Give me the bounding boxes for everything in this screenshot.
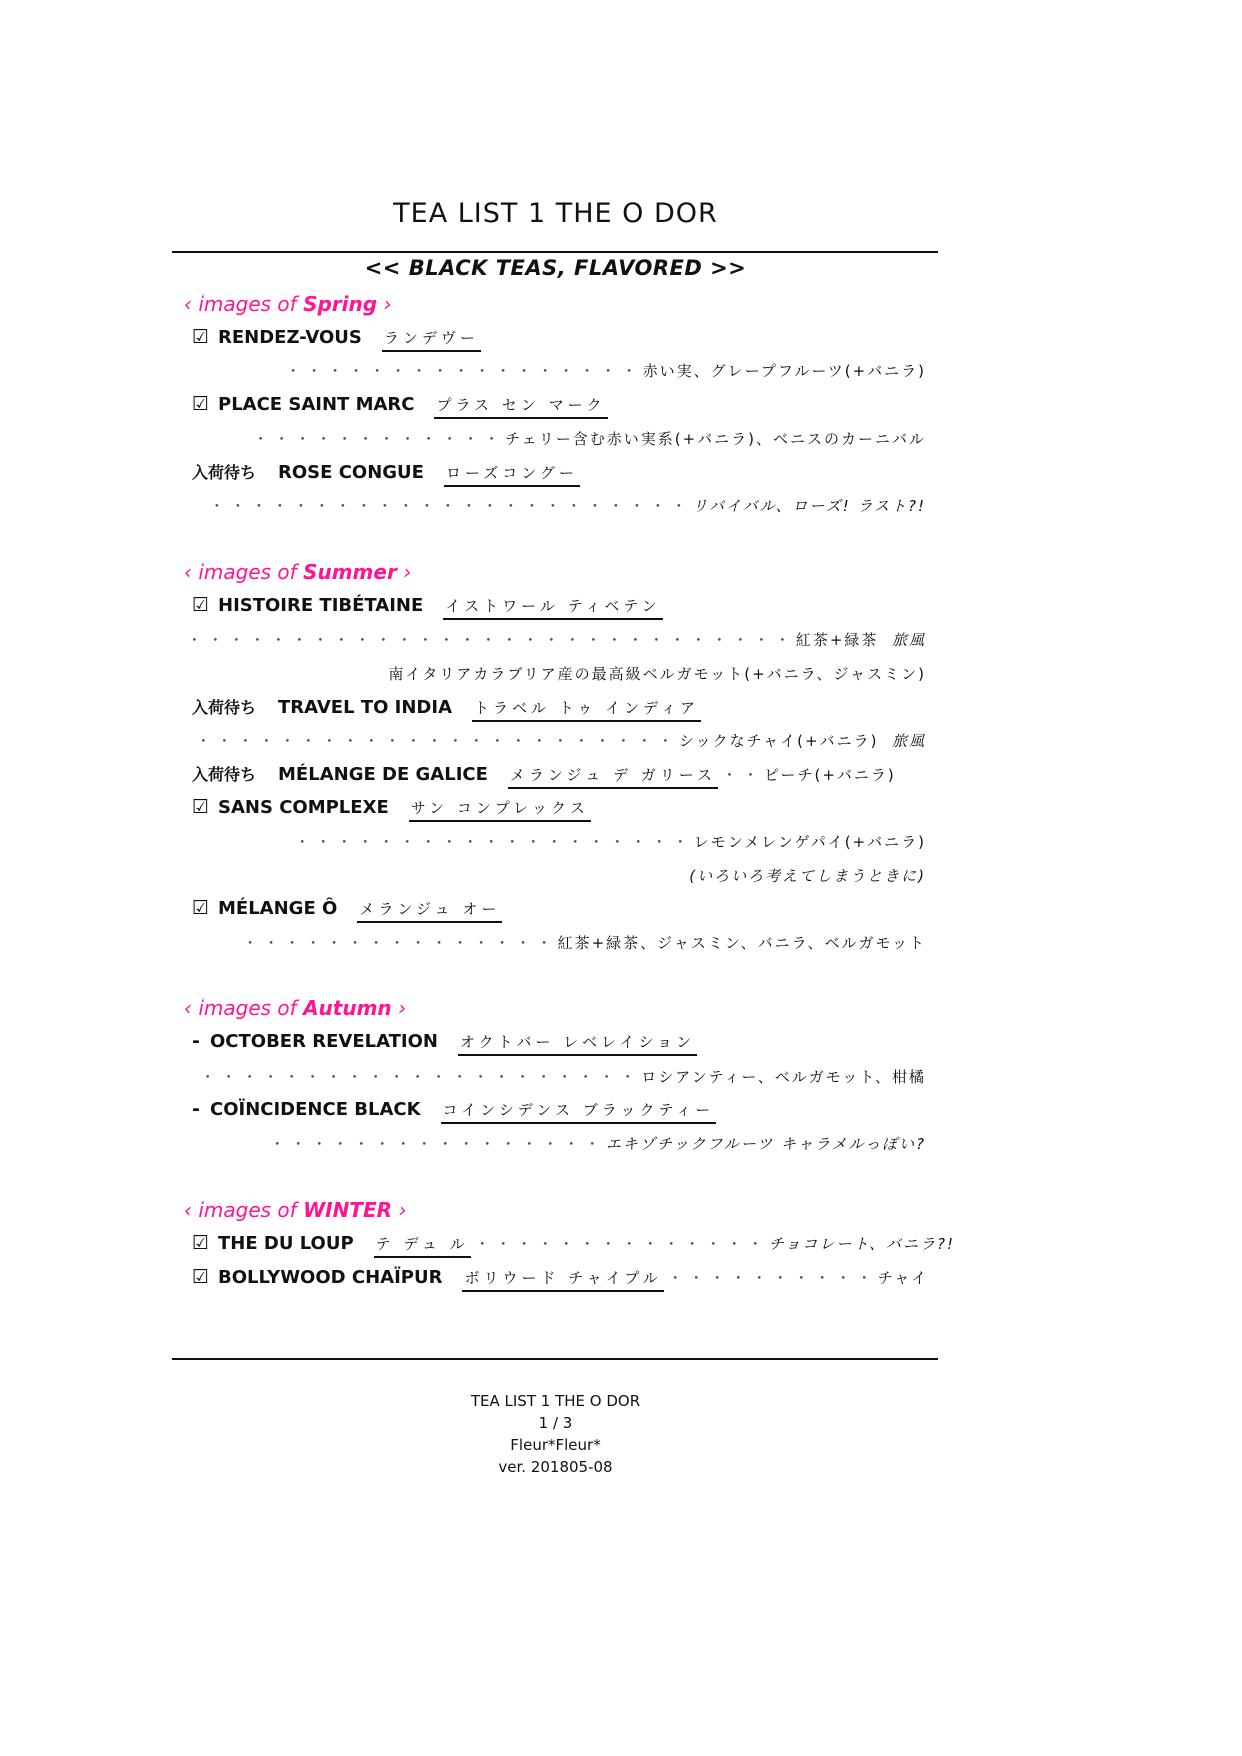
tea-description: ・・・・・・・・・・・・・・・・エキゾチックフルーツ キャラメルっぽい? [269,1135,926,1153]
dash-mark: - [192,1098,200,1120]
tea-kana: トラベル トゥ インディア [472,697,701,722]
leader-dots: ・・・・・・・・・・・・・・ [474,1235,769,1253]
tea-kana: オクトバー レベレイション [458,1031,697,1056]
tea-description-note: 南イタリアカラブリア産の最高級ベルガモット(+バニラ、ジャスミン) [388,665,926,683]
season-heading-winter: ‹ images of WINTER › [184,1198,407,1222]
tea-kana: ローズコングー [444,462,580,487]
top-divider [172,251,938,253]
footer-title: TEA LIST 1 THE O DOR [470,1392,641,1410]
tea-item [192,1098,716,1124]
season-heading-summer: ‹ images of Summer › [184,560,412,584]
checkbox-icon: ☑ [192,594,210,616]
checkbox-icon: ☑ [192,796,210,818]
page-number: 1 / 3 [538,1414,573,1432]
tea-item [192,695,701,722]
footer-author: Fleur*Fleur* [510,1436,601,1454]
tea-description: ・・・・・・・・・・・・・・・・・赤い実、グレープフルーツ(+バニラ) [285,362,926,380]
tea-name: TRAVEL TO INDIA [278,697,453,718]
season-heading-spring: ‹ images of Spring › [184,292,392,316]
section-heading: << BLACK TEAS, FLAVORED >> [364,256,747,280]
page-title: TEA LIST 1 THE O DOR [393,198,718,229]
season-heading-autumn: ‹ images of Autumn › [184,996,407,1020]
tea-description: チョコレート、バニラ?! [768,1235,955,1253]
tea-item [192,1030,697,1056]
dash-mark: - [192,1030,200,1052]
tea-name: OCTOBER REVELATION [210,1031,438,1052]
tea-description: ・・・・・・・・・・・・・・・・・・・・・・・シックなチャイ(+バニラ) 旅風 [195,732,926,750]
tea-item [192,762,896,789]
tea-name: ROSE CONGUE [278,462,424,483]
tea-description: ・・・・・・・・・・・・・・・・・・・・・・・リバイバル、ローズ! ラスト?! [209,497,926,515]
tea-kana: メランジュ デ ガリース [508,764,718,789]
tea-description-note: (いろいろ考えてしまうときに) [689,867,926,885]
waiting-badge: 入荷待ち [192,698,257,717]
tea-name: COÏNCIDENCE BLACK [210,1099,421,1120]
tea-description: ・・・・・・・・・・・・・・・・・・・レモンメレンゲパイ(+バニラ) [294,833,926,851]
footer-version: ver. 201805-08 [498,1458,613,1476]
tea-name: HISTOIRE TIBÉTAINE [218,595,424,616]
tea-description: ピーチ(+バニラ) [764,766,896,784]
waiting-badge: 入荷待ち [192,765,257,784]
tea-item [192,796,591,822]
checkbox-icon: ☑ [192,1232,210,1254]
tea-kana: メランジュ オー [357,898,502,923]
tea-name: MÉLANGE Ô [218,898,338,919]
tea-item [192,1232,955,1258]
tea-item [192,326,481,352]
tea-description: ・・・・・・・・・・・・・・・・・・・・・ロシアンティー、ベルガモット、柑橘 [200,1068,926,1086]
tea-name: MÉLANGE DE GALICE [278,764,488,785]
tea-name: SANS COMPLEXE [218,797,389,818]
tea-description: ・・・・・・・・・・・・・・・紅茶+緑茶、ジャスミン、バニラ、ベルガモット [242,934,926,952]
tea-kana: サン コンプレックス [409,797,591,822]
tea-description: チャイ [877,1269,929,1287]
tea-item [192,594,663,620]
checkbox-icon: ☑ [192,897,210,919]
checkbox-icon: ☑ [192,1266,210,1288]
tea-item [192,460,580,487]
tea-kana: プラス セン マーク [434,394,607,419]
tea-kana: コインシデンス ブラックティー [441,1099,717,1124]
tea-kana: テ デュ ル [374,1233,471,1258]
leader-dots: ・・・・・・・・・・ [667,1269,878,1287]
tea-name: RENDEZ-VOUS [218,327,362,348]
tea-kana: ボリウード チャイプル [462,1267,663,1292]
tea-item [192,1266,928,1292]
tea-description: ・・・・・・・・・・・・チェリー含む赤い実系(+バニラ)、ベニスのカーニバル [253,430,926,448]
tea-description: ・・・・・・・・・・・・・・・・・・・・・・・・・・・・・紅茶+緑茶 旅風 [186,631,926,649]
bottom-divider [172,1358,938,1360]
checkbox-icon: ☑ [192,393,210,415]
tea-name: BOLLYWOOD CHAÏPUR [218,1267,443,1288]
tea-name: THE DU LOUP [218,1233,354,1254]
leader-dots: ・・ [722,766,765,784]
checkbox-icon: ☑ [192,326,210,348]
tea-kana: ランデヴー [382,327,481,352]
waiting-badge: 入荷待ち [192,463,257,482]
tea-item [192,393,608,419]
tea-item [192,897,502,923]
tea-name: PLACE SAINT MARC [218,394,415,415]
tea-kana: イストワール ティベテン [443,595,662,620]
